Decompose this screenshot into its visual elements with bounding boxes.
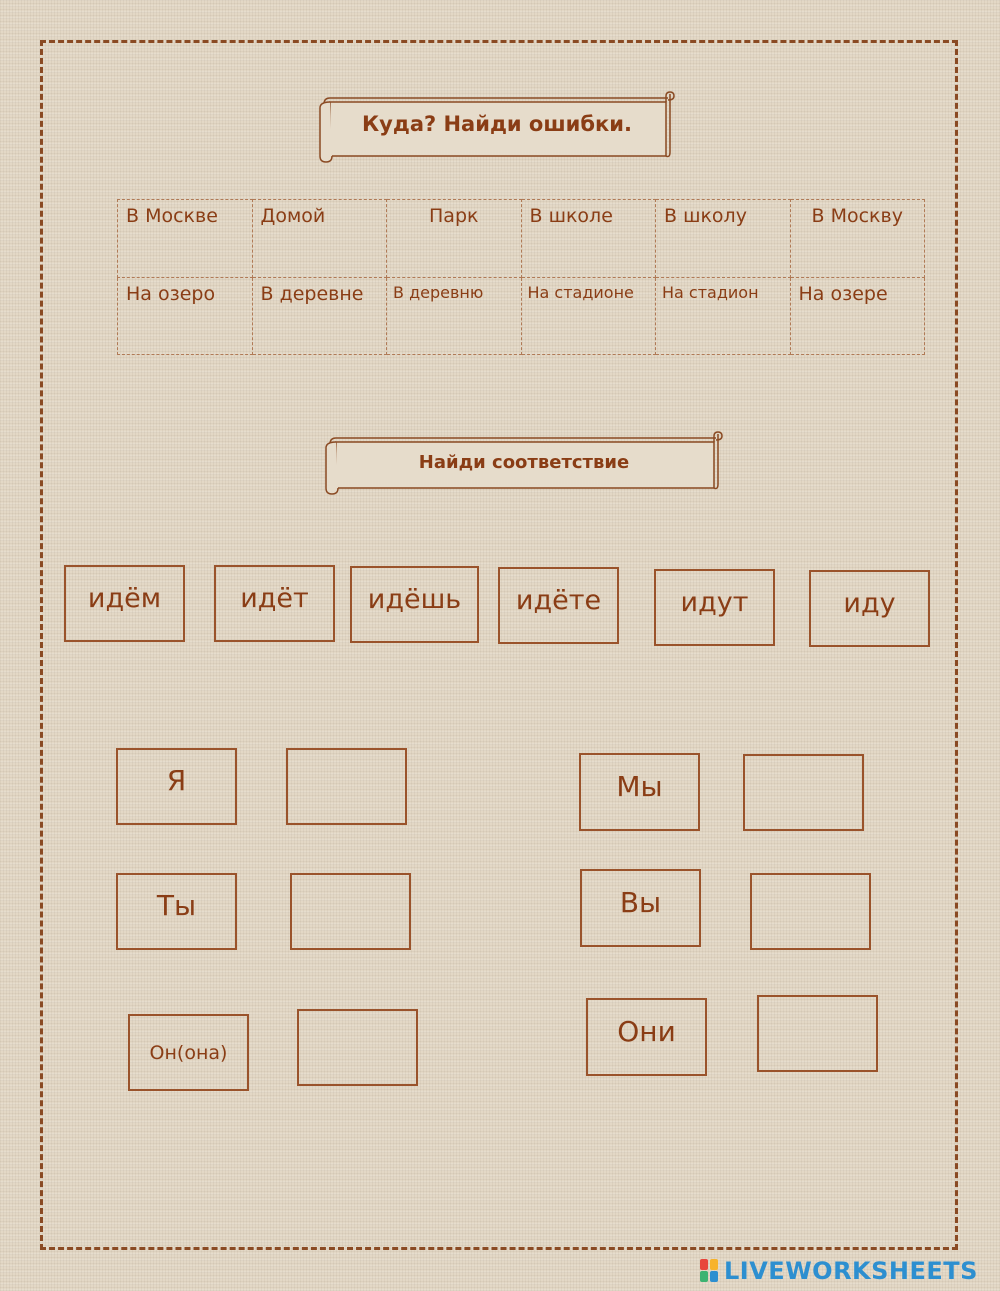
answer-drop-box[interactable] [743, 754, 864, 831]
table-row [118, 200, 925, 278]
answer-drop-box[interactable] [750, 873, 871, 950]
title-match: Найди соответствие [418, 452, 630, 473]
places-table [117, 199, 925, 355]
pronoun-card: Мы [579, 753, 700, 831]
pronoun-card: Вы [580, 869, 701, 947]
table-cell[interactable]: В Москве [118, 200, 253, 278]
title-banner-where [316, 90, 678, 168]
answer-drop-box[interactable] [286, 748, 407, 825]
table-cell[interactable]: В школе [521, 200, 656, 278]
verb-card[interactable]: идёте [498, 567, 619, 644]
table-cell[interactable]: На озеро [118, 277, 253, 355]
table-cell[interactable]: На стадион [656, 277, 791, 355]
answer-drop-box[interactable] [290, 873, 411, 950]
table-cell[interactable]: В деревне [252, 277, 387, 355]
table-cell[interactable]: Парк [387, 200, 522, 278]
table-cell[interactable]: Домой [252, 200, 387, 278]
verb-card[interactable]: идём [64, 565, 185, 642]
logo-text: LIVEWORKSHEETS [724, 1257, 978, 1285]
answer-drop-box[interactable] [297, 1009, 418, 1086]
pronoun-card: Он(она) [128, 1014, 249, 1091]
table-cell[interactable]: В Москву [790, 200, 925, 278]
liveworksheets-logo [700, 1257, 978, 1285]
table-cell[interactable]: В деревню [387, 277, 522, 355]
logo-icon [700, 1259, 720, 1283]
pronoun-card: Ты [116, 873, 237, 950]
table-row [118, 277, 925, 355]
pronoun-card: Я [116, 748, 237, 825]
title-where: Куда? Найди ошибки. [362, 112, 632, 136]
pronoun-card: Они [586, 998, 707, 1076]
table-cell[interactable]: На стадионе [521, 277, 656, 355]
verb-card[interactable]: иду [809, 570, 930, 647]
verb-card[interactable]: идёшь [350, 566, 479, 643]
verb-card[interactable]: идут [654, 569, 775, 646]
verb-card[interactable]: идёт [214, 565, 335, 642]
answer-drop-box[interactable] [757, 995, 878, 1072]
table-cell[interactable]: На озере [790, 277, 925, 355]
title-banner-match [322, 430, 726, 498]
table-cell[interactable]: В школу [656, 200, 791, 278]
